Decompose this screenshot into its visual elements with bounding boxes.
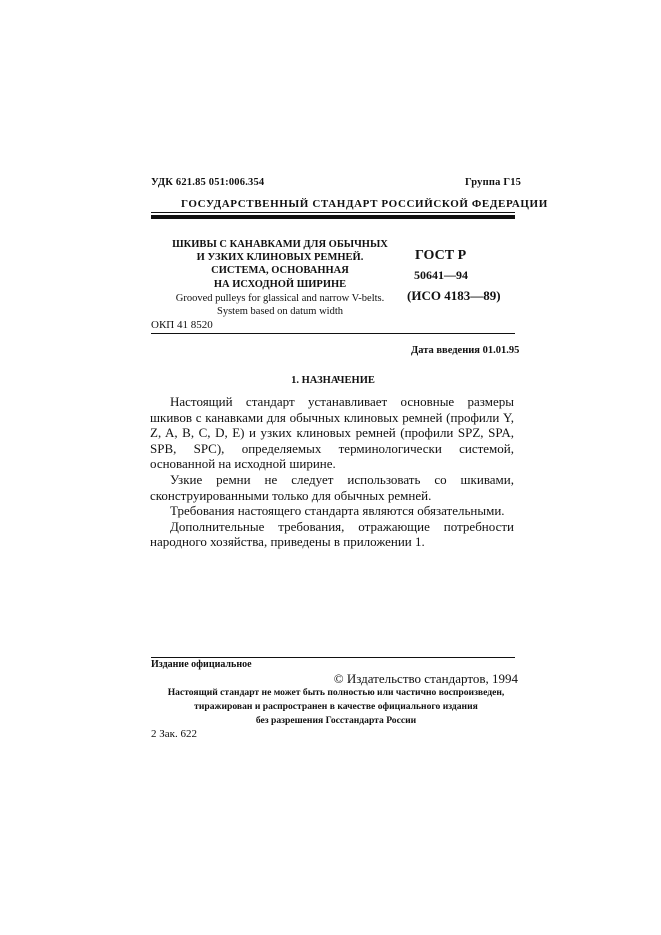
section-heading: 1. НАЗНАЧЕНИЕ: [291, 375, 375, 386]
title-en-line: Grooved pulleys for glassical and narrow V-belts.: [175, 292, 385, 304]
paragraph: Узкие ремни не следует использовать со шкивами, сконструированными только для обычных ремней.: [150, 471, 514, 503]
reproduction-notice: [151, 686, 521, 728]
copyright: © Издательство стандартов, 1994: [333, 671, 518, 686]
official-edition: Издание официальное: [151, 659, 252, 670]
title-en-line: System based on datum width: [217, 306, 343, 318]
body-text: [150, 394, 514, 550]
header-rule-thick: [151, 215, 515, 219]
iso-reference: (ИСО 4183—89): [407, 288, 501, 303]
title-ru-line: И УЗКИХ КЛИНОВЫХ РЕМНЕЙ.: [196, 252, 364, 264]
okp-rule: [151, 333, 515, 334]
paragraph: Настоящий стандарт устанавливает основные размеры шкивов с канавками для обычных клиновых ремней (профили Y, Z, A, B, C, D, E) и узких клиновых ремней (профили SPZ, SPA, SPB, SPC), определяемых терминологически системой, основанной на исходной ширине.: [150, 394, 514, 472]
state-standard-heading: ГОСУДАРСТВЕННЫЙ СТАНДАРТ РОССИЙСКОЙ ФЕДЕРАЦИИ: [181, 198, 548, 210]
header-rule-thin: [151, 212, 515, 213]
paragraph: Требования настоящего стандарта являются обязательными.: [170, 503, 505, 519]
title-ru-line: ШКИВЫ С КАНАВКАМИ ДЛЯ ОБЫЧНЫХ: [172, 239, 388, 250]
intro-date: Дата введения 01.01.95: [411, 345, 520, 356]
notice-line: Настоящий стандарт не может быть полностью или частично воспроизведен,: [167, 687, 505, 698]
paragraph: Дополнительные требования, отражающие потребности народного хозяйства, приведены в приложении 1.: [150, 518, 514, 550]
udk-code: УДК 621.85 051:006.354: [151, 177, 265, 188]
group-code: Группа Г15: [465, 177, 522, 188]
title-ru-line: НА ИСХОДНОЙ ШИРИНЕ: [213, 278, 347, 290]
gost-label: ГОСТ Р: [415, 248, 467, 263]
title-ru-line: СИСТЕМА, ОСНОВАННАЯ: [211, 265, 349, 277]
notice-line: без разрешения Госстандарта России: [255, 715, 417, 726]
gost-number: 50641—94: [414, 268, 468, 282]
footer-rule: [151, 657, 515, 658]
notice-line: тиражирован и распространен в качестве официального издания: [194, 701, 478, 712]
title-block: [160, 238, 400, 318]
order-number: 2 Зак. 622: [151, 728, 197, 740]
okp-code: ОКП 41 8520: [151, 319, 213, 331]
